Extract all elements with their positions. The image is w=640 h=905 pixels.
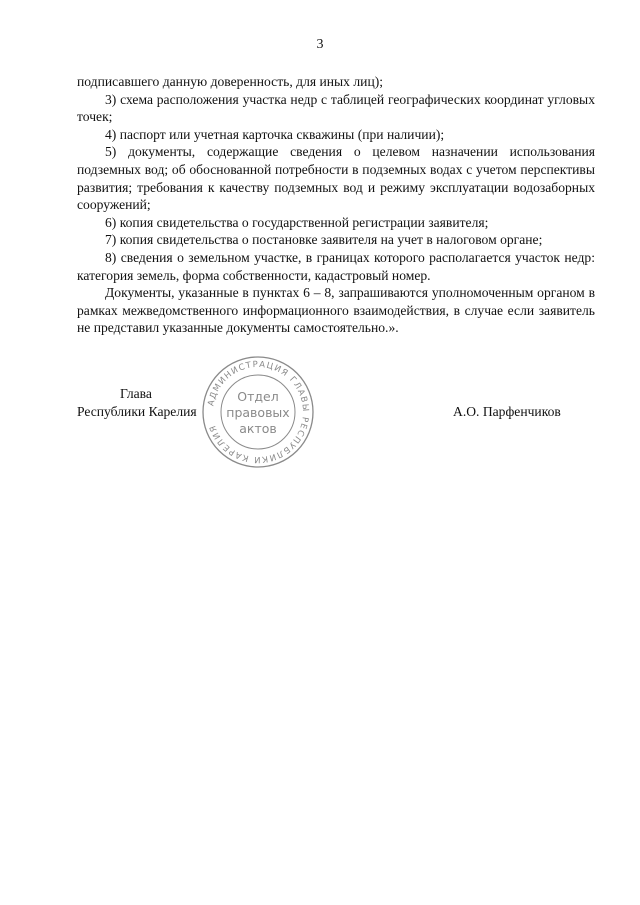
official-stamp — [200, 354, 316, 470]
list-item-4: 4) паспорт или учетная карточка скважины (при наличии); — [105, 126, 445, 142]
list-item-3: 3) схема расположения участка недр с таблицей географических координат угловых точек; — [77, 91, 595, 125]
stamp-center-line-1: Отдел — [237, 389, 279, 404]
paragraph-continuation: подписавшего данную доверенность, для иных лиц); — [77, 74, 384, 89]
list-item-6: 6) копия свидетельства о государственной регистрации заявителя; — [105, 214, 489, 230]
list-item-8: 8) сведения о земельном участке, в границах которого располагается участок недр: категория земель, форма собственности, кадастровый номер. — [77, 249, 595, 283]
list-item-5: 5) документы, содержащие сведения о целевом назначении использования подземных вод; об обоснованной потребности в подземных водах с учетом перспективы развития; требования к качеству подземных вод и режиму эксплуатации водозаборных сооружений; — [77, 144, 595, 213]
signatory-title-line-2: Республики Карелия — [77, 404, 197, 419]
document-body — [77, 73, 595, 337]
stamp-ring-text: АДМИНИСТРАЦИЯ ГЛАВЫ РЕСПУБЛИКИ КАРЕЛИЯ — [206, 359, 311, 465]
signatory-title-line-1: Глава — [120, 386, 152, 401]
stamp-center-line-3: актов — [239, 421, 277, 436]
page-number: 3 — [316, 37, 324, 52]
signatory-name: А.О. Парфенчиков — [453, 404, 561, 419]
list-item-7: 7) копия свидетельства о постановке заявителя на учет в налоговом органе; — [105, 232, 543, 248]
stamp-center-line-2: правовых — [226, 405, 290, 420]
closing-paragraph: Документы, указанные в пунктах 6 – 8, запрашиваются уполномоченным органом в рамках межведомственного информационного взаимодействия, в случае если заявитель не представил указанные документы самостоятельно.». — [77, 285, 595, 336]
